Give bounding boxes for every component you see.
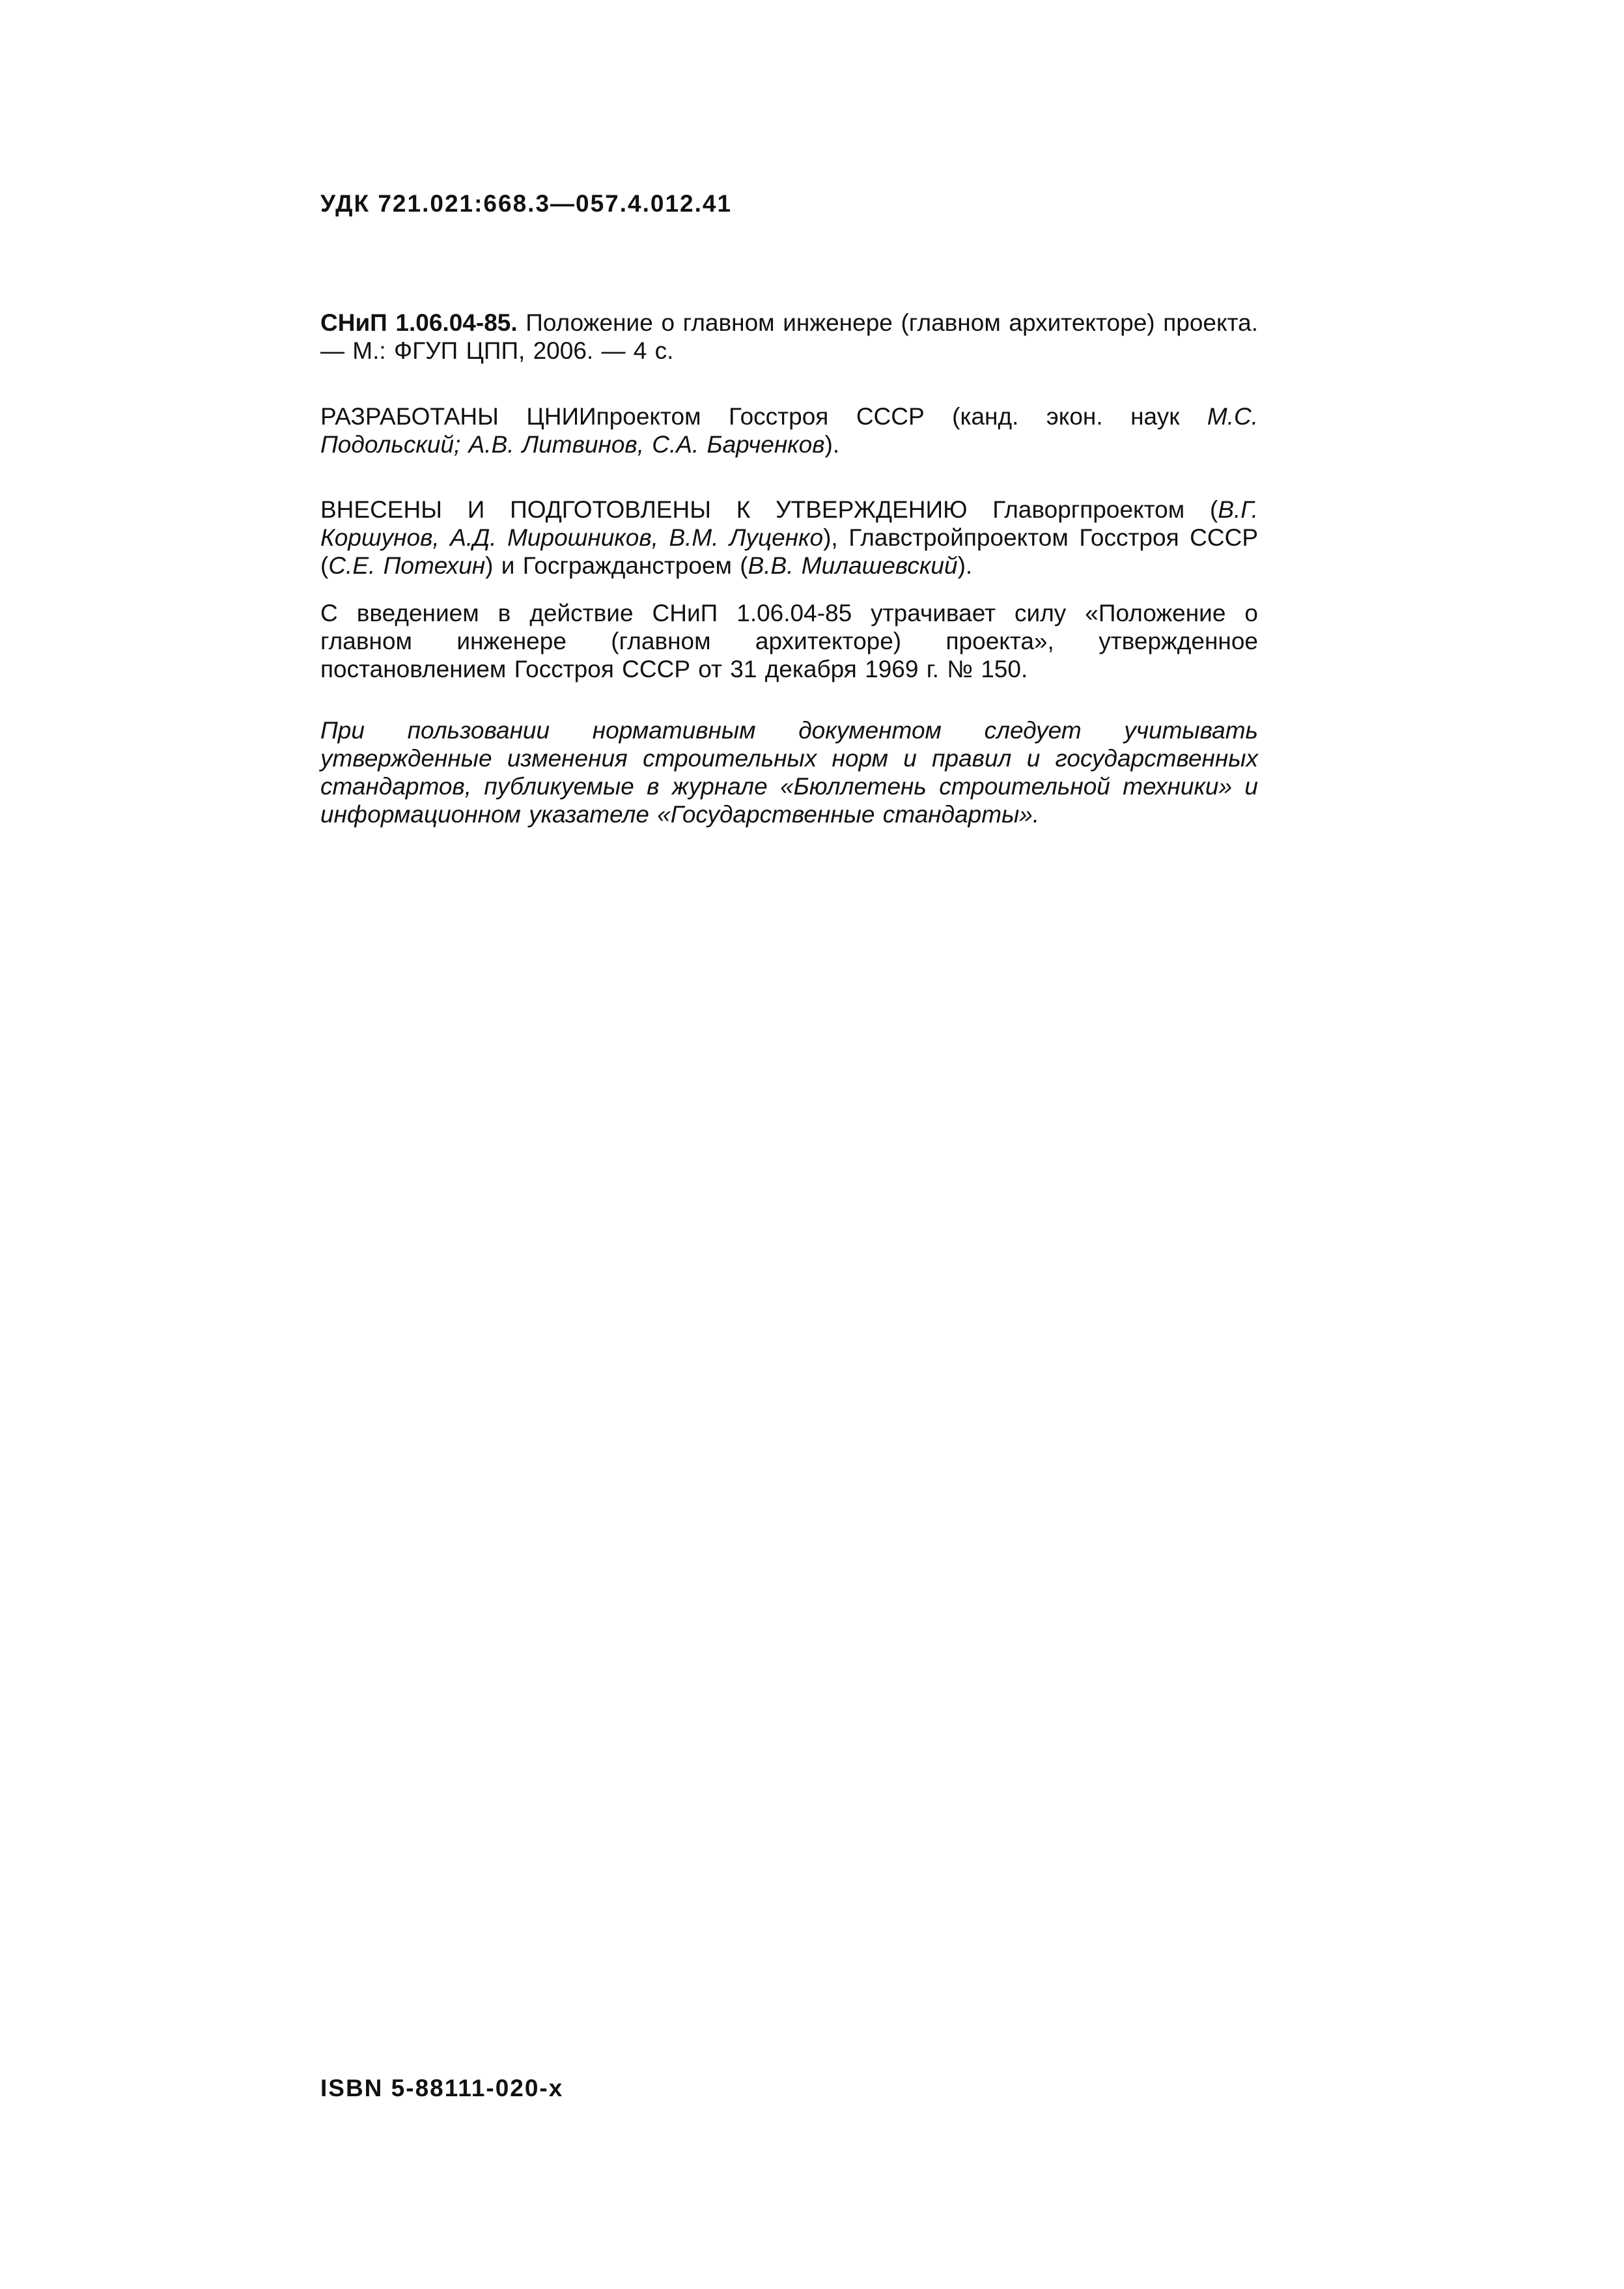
citation-code: СНиП 1.06.04-85. (320, 309, 518, 336)
introduced-authors-1: В.Г. Коршунов, А.Д. Мирошников, В.М. Луценко (320, 496, 1258, 551)
introduced-tail: ). (957, 552, 973, 579)
developed-paragraph (320, 402, 1258, 458)
usage-note: При пользовании нормативным документом следует учитывать утвержденные изменения строительных норм и правил и государственных стандартов, публикуемые в журнале «Бюллетень строительной техники» и информационном указателе «Государственные стандарты». (320, 717, 1258, 828)
supersedes-paragraph: С введением в действие СНиП 1.06.04-85 утрачивает силу «Положение о главном инженере (главном архитекторе) проекта», утвержденное постановлением Госстроя СССР от 31 декабря 1969 г. № 150. (320, 600, 1258, 682)
introduced-authors-2: С.Е. Потехин (328, 552, 486, 579)
introduced-paragraph (320, 496, 1258, 580)
introduced-mid-1: ), Главстройпроектом Госстроя СССР ( (320, 524, 1258, 579)
introduced-lead: ВНЕСЕНЫ И ПОДГОТОВЛЕНЫ К УТВЕРЖДЕНИЮ Главоргпроектом ( (320, 496, 1218, 523)
udk-code: УДК 721.021:668.3—057.4.012.41 (320, 190, 733, 217)
citation-paragraph (320, 309, 1258, 365)
developed-authors: М.С. Подольский; А.В. Литвинов, С.А. Барченков (320, 403, 1258, 458)
introduced-mid-2: ) и Госгражданстроем ( (485, 552, 748, 579)
developed-tail: ). (824, 431, 840, 458)
isbn: ISBN 5-88111-020-x (320, 2075, 564, 2101)
introduced-authors-3: В.В. Милашевский (748, 552, 958, 579)
citation-text: Положение о главном инженере (главном архитекторе) проекта. — М.: ФГУП ЦПП, 2006. — 4 с. (320, 309, 1258, 364)
developed-lead: РАЗРАБОТАНЫ ЦНИИпроектом Госстроя СССР (канд. экон. наук (320, 403, 1207, 430)
